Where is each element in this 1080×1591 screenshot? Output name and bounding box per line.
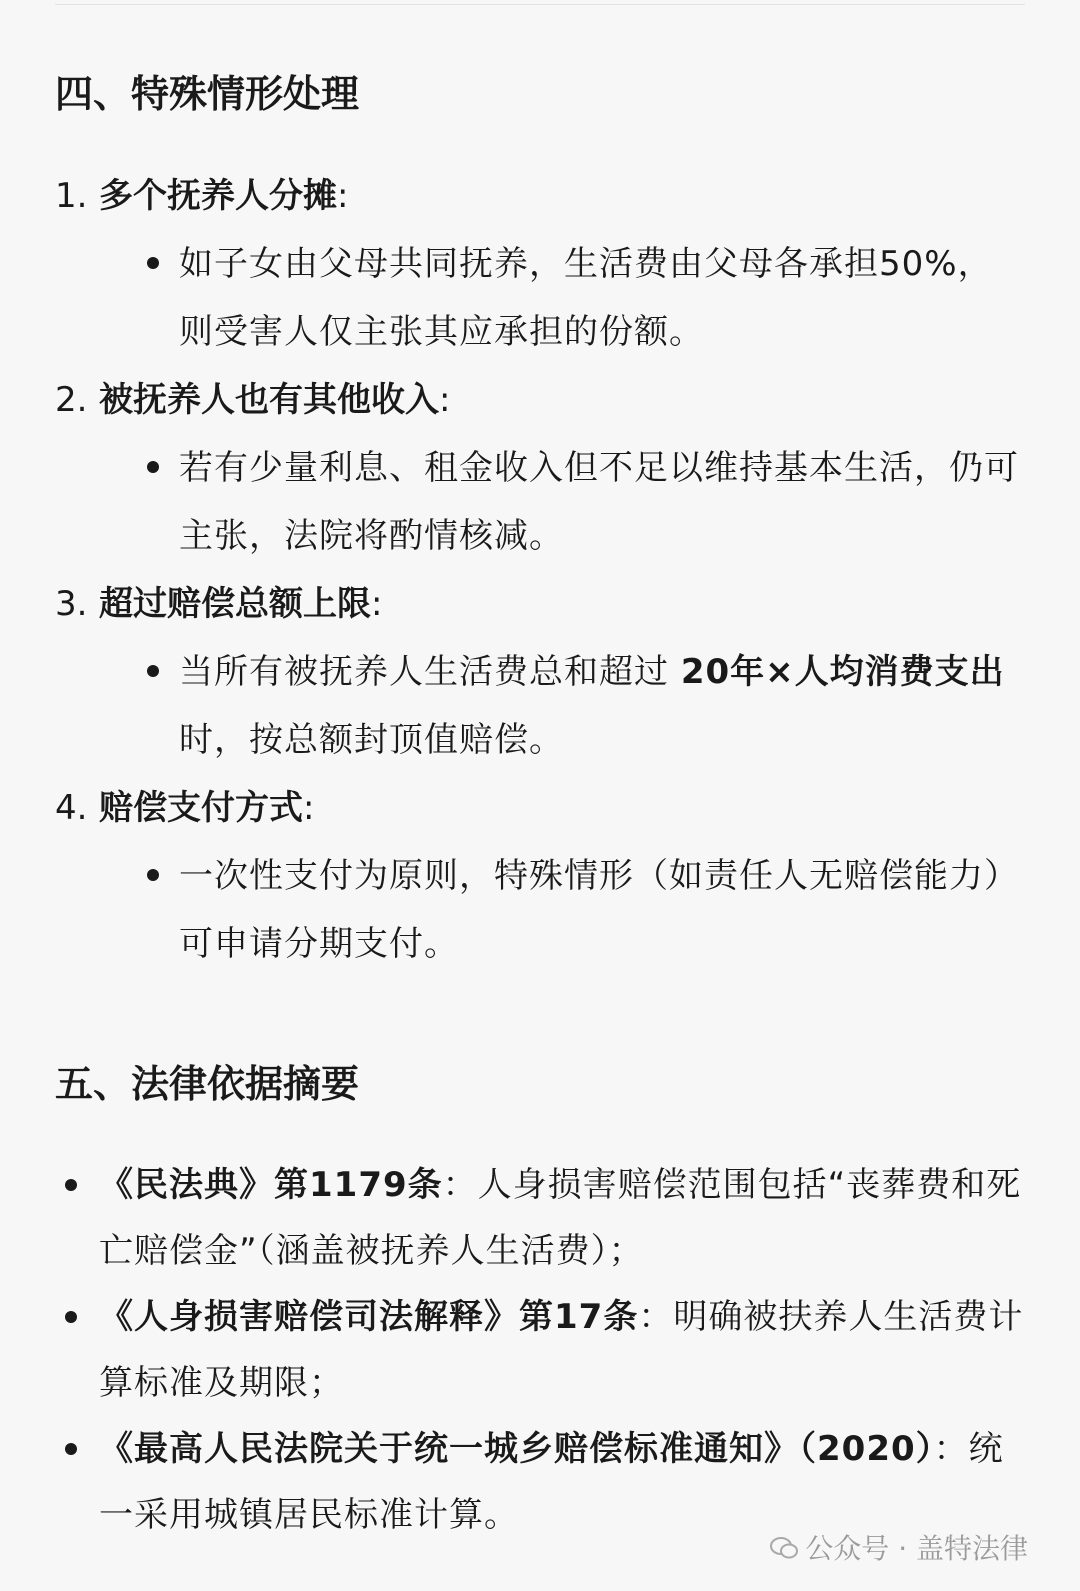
list-item xyxy=(55,570,1025,774)
item-title: 超过赔偿总额上限 xyxy=(99,584,371,624)
bullet-dot xyxy=(65,1443,77,1455)
list-number: 3. xyxy=(55,584,88,624)
sub-bullet-text-post: 时，按总额封顶值赔偿。 xyxy=(179,720,564,760)
list-item xyxy=(55,162,1025,366)
item-title: 多个抚养人分摊 xyxy=(99,176,337,216)
sub-bullet xyxy=(55,230,1025,366)
list-number: 2. xyxy=(55,380,88,420)
list-item-title xyxy=(55,774,1025,842)
watermark-text: 公众号 · 盖特法律 xyxy=(805,1532,1028,1565)
list-item-title xyxy=(55,570,1025,638)
section-4-heading: 四、特殊情形处理 xyxy=(55,72,360,116)
list-number: 4. xyxy=(55,788,88,828)
item-colon: : xyxy=(337,176,349,216)
list-number: 1. xyxy=(55,176,88,216)
law-citation: 《民法典》第1179条 xyxy=(99,1165,443,1205)
list-item xyxy=(55,774,1025,978)
wechat-icon xyxy=(769,1535,799,1561)
list-item xyxy=(55,366,1025,570)
sub-bullet-text: 如子女由父母共同抚养，生活费由父母各承担50%，则受害人仅主张其应承担的份额。 xyxy=(179,244,993,352)
top-divider xyxy=(55,4,1025,5)
list-item xyxy=(55,1284,1025,1416)
law-description: ：统一采用城镇居民标准计算。 xyxy=(99,1429,1004,1535)
watermark xyxy=(769,1527,1028,1567)
bullet-dot xyxy=(147,257,159,269)
list-item-title xyxy=(55,366,1025,434)
legal-basis-list xyxy=(55,1152,1025,1548)
special-cases-list xyxy=(55,162,1025,978)
bullet-dot xyxy=(147,869,159,881)
bullet-dot xyxy=(147,665,159,677)
sub-bullet xyxy=(55,434,1025,570)
law-citation: 《人身损害赔偿司法解释》第17条 xyxy=(99,1297,639,1337)
item-colon: : xyxy=(439,380,451,420)
item-title: 赔偿支付方式 xyxy=(99,788,303,828)
sub-bullet-text: 一次性支付为原则，特殊情形（如责任人无赔偿能力）可申请分期支付。 xyxy=(179,856,1019,964)
item-colon: : xyxy=(303,788,315,828)
law-citation: 《最高人民法院关于统一城乡赔偿标准通知》（2020） xyxy=(99,1429,934,1469)
bullet-dot xyxy=(147,461,159,473)
law-description: ：明确被扶养人生活费计算标准及期限； xyxy=(99,1297,1024,1403)
item-title: 被抚养人也有其他收入 xyxy=(99,380,439,420)
sub-bullet xyxy=(55,842,1025,978)
item-colon: : xyxy=(371,584,383,624)
section-5-heading: 五、法律依据摘要 xyxy=(55,1062,360,1106)
bullet-dot xyxy=(65,1311,77,1323)
list-item xyxy=(55,1152,1025,1284)
sub-bullet xyxy=(55,638,1025,774)
sub-bullet-bold: 20年×人均消费支出 xyxy=(680,652,1005,692)
list-item-title xyxy=(55,162,1025,230)
sub-bullet-text: 若有少量利息、租金收入但不足以维持基本生活，仍可主张，法院将酌情核减。 xyxy=(179,448,1019,556)
sub-bullet-text-pre: 当所有被抚养人生活费总和超过 xyxy=(179,652,681,692)
law-description: ：人身损害赔偿范围包括“丧葬费和死亡赔偿金”（涵盖被抚养人生活费）； xyxy=(99,1165,1022,1271)
bullet-dot xyxy=(65,1179,77,1191)
